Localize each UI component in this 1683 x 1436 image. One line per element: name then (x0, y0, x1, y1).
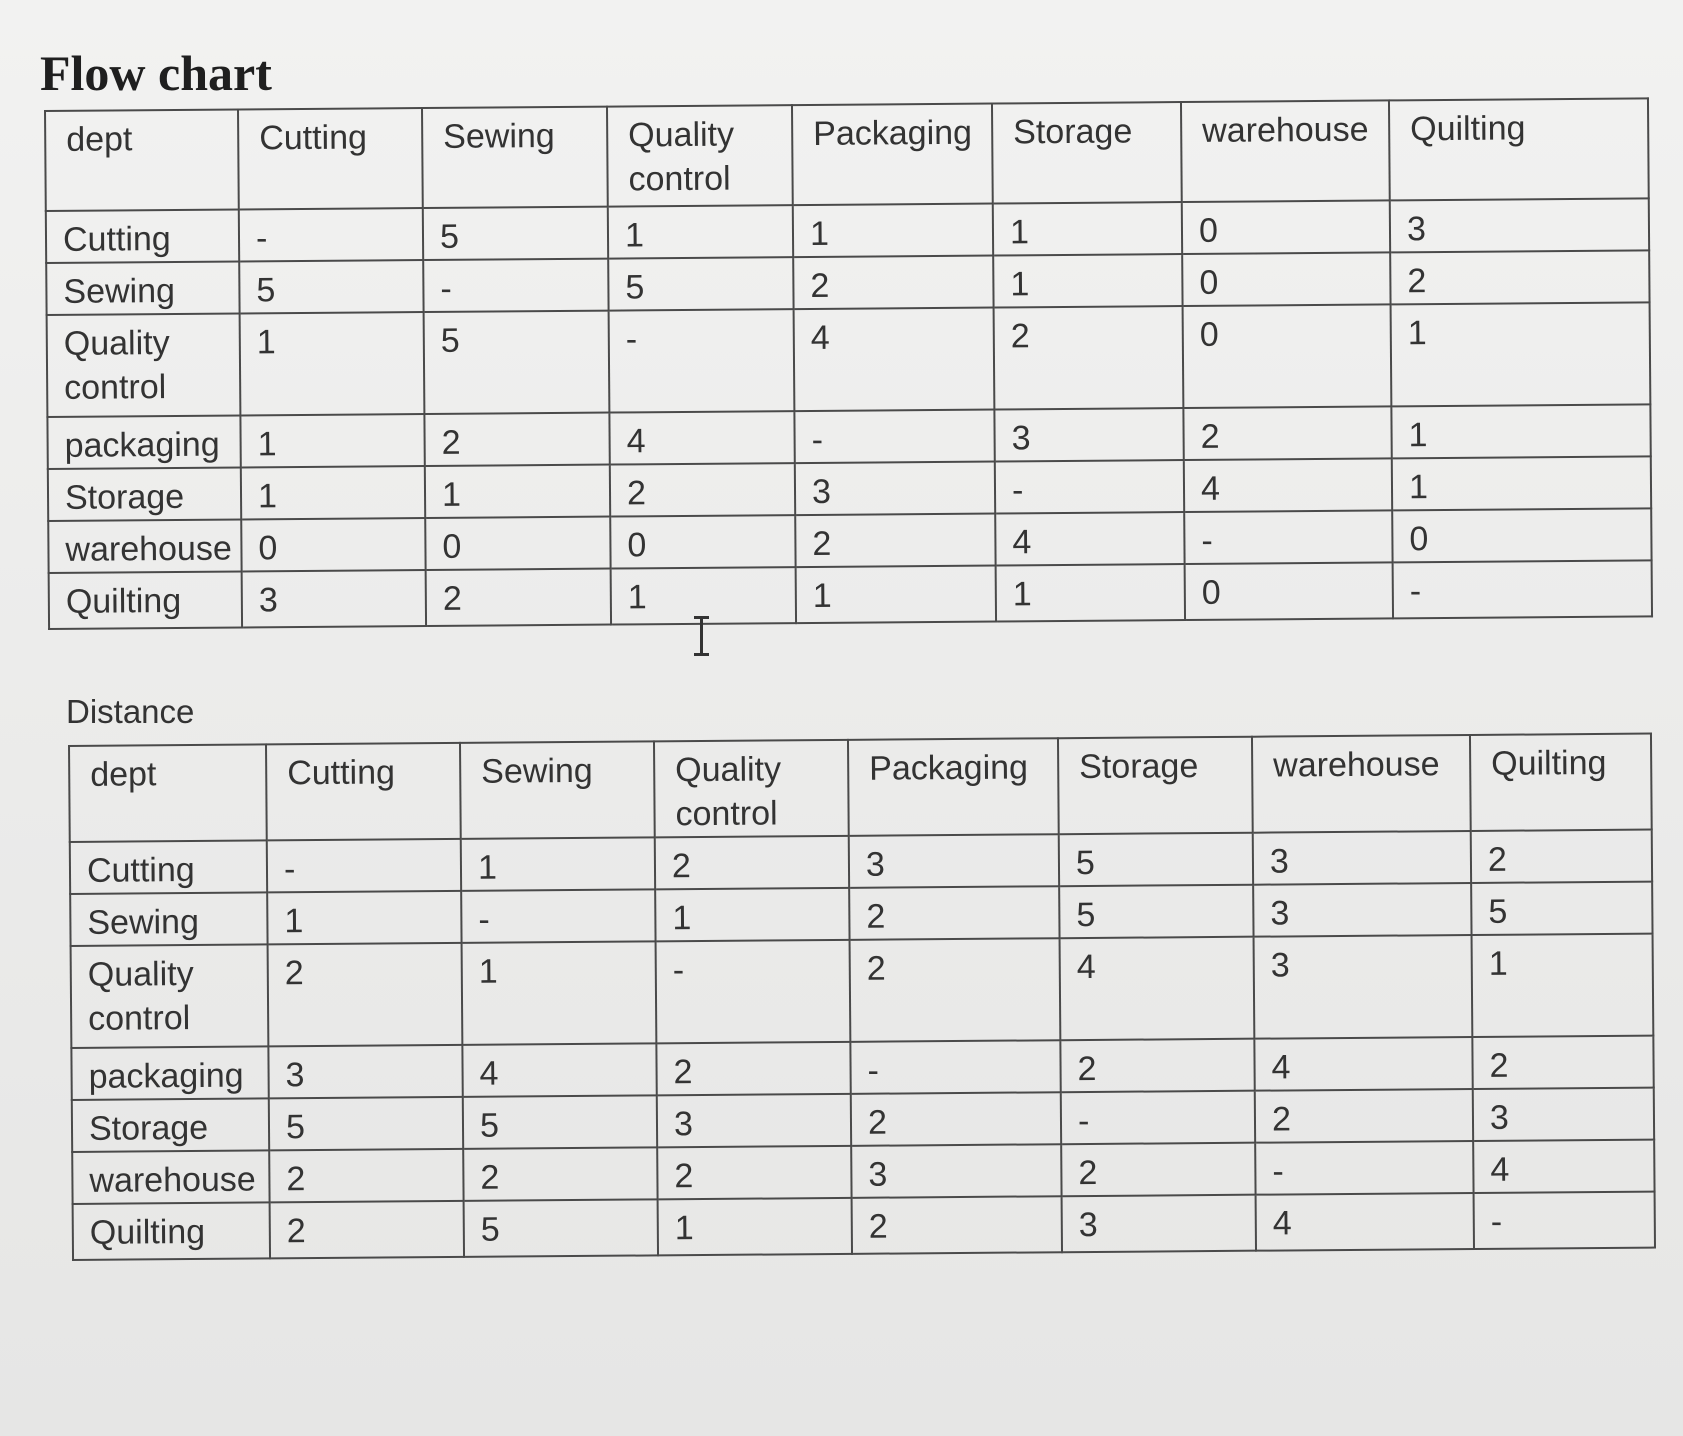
table-cell: 2 (1255, 1089, 1473, 1143)
table-cell: 2 (656, 1042, 850, 1096)
table-cell: 4 (609, 411, 794, 464)
flow-table (44, 97, 1653, 630)
flow-header-dept: dept (45, 109, 239, 211)
table-cell: 3 (795, 462, 995, 516)
distance-header-row (69, 734, 1652, 842)
table-cell: - (1255, 1141, 1473, 1195)
distance-header-dept: dept (69, 744, 267, 842)
table-cell: 3 (657, 1094, 851, 1148)
table-cell: 2 (426, 569, 611, 626)
table-cell: 4 (995, 512, 1184, 565)
table-cell: 3 (1062, 1195, 1256, 1253)
row-label: Storage (72, 1098, 269, 1152)
distance-header-packaging: Packaging (848, 738, 1059, 836)
table-cell: 2 (793, 256, 993, 310)
table-cell: - (267, 839, 461, 893)
row-label: Quilting (49, 571, 242, 629)
table-cell: 3 (851, 1144, 1061, 1198)
table-cell: 1 (655, 888, 849, 942)
row-label: Sewing (70, 892, 267, 946)
row-label: Storage (48, 467, 241, 521)
table-cell: 3 (994, 408, 1183, 461)
table-cell: - (239, 208, 423, 261)
table-cell: - (656, 940, 851, 1044)
distance-header-quality-control: Quality control (654, 740, 849, 838)
table-cell: 5 (608, 257, 793, 310)
table-cell: 2 (795, 514, 995, 568)
distance-header-quilting: Quilting (1470, 734, 1652, 831)
table-cell: 2 (268, 943, 463, 1047)
table-cell: 0 (1392, 508, 1651, 562)
table-cell: - (1393, 560, 1652, 618)
table-cell: 1 (1391, 404, 1650, 458)
table-row (49, 560, 1652, 629)
table-cell: 2 (851, 1092, 1061, 1146)
page-title: Flow chart (40, 45, 272, 101)
table-cell: 4 (462, 1043, 656, 1097)
table-cell: 2 (994, 306, 1184, 409)
row-label: Sewing (46, 261, 239, 315)
table-cell: 2 (852, 1196, 1062, 1254)
table-cell: - (461, 889, 655, 943)
table-row (71, 934, 1654, 1048)
row-label: Quality control (47, 313, 241, 417)
table-cell: 1 (608, 205, 793, 258)
table-cell: 2 (270, 1201, 464, 1259)
table-cell: 1 (240, 312, 425, 415)
table-cell: 3 (1253, 831, 1471, 885)
row-label: Cutting (70, 840, 267, 894)
table-cell: 1 (796, 566, 996, 624)
table-cell: 1 (267, 891, 461, 945)
table-cell: 4 (1184, 458, 1392, 512)
table-cell: 1 (240, 414, 424, 467)
table-cell: 1 (996, 564, 1185, 621)
table-row (47, 302, 1651, 417)
row-label: warehouse (48, 519, 241, 573)
flow-header-packaging: Packaging (792, 104, 993, 206)
table-cell: 0 (1182, 200, 1390, 254)
table-cell: 2 (849, 886, 1059, 940)
table-cell: - (423, 259, 608, 312)
row-label: packaging (71, 1046, 268, 1100)
flow-header-warehouse: warehouse (1181, 100, 1390, 202)
table-cell: - (1061, 1091, 1255, 1145)
flow-header-quality-control: Quality control (607, 105, 793, 206)
table-cell: 4 (1060, 937, 1255, 1041)
flow-header-cutting: Cutting (238, 108, 423, 209)
table-cell: 5 (463, 1095, 657, 1149)
table-cell: 4 (794, 308, 995, 412)
table-cell: 3 (268, 1045, 462, 1099)
table-cell: - (850, 1040, 1060, 1094)
table-cell: 1 (993, 202, 1182, 255)
table-cell: 0 (610, 515, 795, 568)
table-cell: - (1474, 1192, 1655, 1249)
table-cell: 5 (423, 207, 608, 260)
row-label: warehouse (72, 1150, 269, 1204)
flow-header-storage: Storage (992, 102, 1182, 203)
table-cell: 0 (1185, 562, 1393, 620)
table-cell: 1 (993, 254, 1182, 307)
table-cell: 5 (464, 1199, 658, 1257)
table-cell: 2 (1060, 1039, 1254, 1093)
table-cell: 1 (425, 465, 610, 518)
table-cell: 4 (1256, 1193, 1474, 1251)
table-cell: - (995, 460, 1184, 513)
table-cell: - (609, 309, 795, 412)
table-cell: 2 (1471, 830, 1652, 883)
table-cell: 2 (610, 463, 795, 516)
table-cell: 1 (241, 466, 425, 519)
table-cell: 2 (1183, 406, 1391, 460)
table-cell: 5 (1471, 882, 1652, 935)
table-cell: 1 (658, 1198, 852, 1256)
table-cell: 2 (1472, 1036, 1653, 1089)
table-cell: 2 (1061, 1143, 1255, 1197)
table-cell: 3 (1253, 883, 1471, 937)
table-cell: 1 (1472, 934, 1654, 1037)
row-label: packaging (47, 415, 240, 469)
table-cell: 1 (1391, 302, 1651, 406)
table-cell: 2 (850, 938, 1061, 1042)
flow-header-quilting: Quilting (1389, 98, 1649, 200)
distance-header-storage: Storage (1058, 737, 1253, 835)
table-cell: 1 (1392, 456, 1651, 510)
table-cell: 4 (1473, 1140, 1654, 1193)
text-cursor-icon (691, 616, 713, 656)
table-cell: 2 (1390, 250, 1649, 304)
table-cell: 3 (1254, 935, 1473, 1039)
table-cell: 3 (1390, 198, 1649, 252)
table-cell: 0 (425, 517, 610, 570)
table-cell: 0 (241, 518, 425, 571)
table-cell: 3 (1473, 1088, 1654, 1141)
distance-header-warehouse: warehouse (1252, 735, 1471, 833)
row-label: Cutting (46, 209, 239, 263)
row-label: Quality control (71, 944, 269, 1048)
table-cell: 5 (1059, 885, 1253, 939)
table-cell: 0 (1182, 252, 1390, 306)
table-cell: 2 (424, 413, 609, 466)
table-cell: 1 (462, 941, 657, 1045)
table-cell: 1 (461, 837, 655, 891)
distance-header-cutting: Cutting (266, 743, 461, 841)
table-cell: 2 (657, 1146, 851, 1200)
table-cell: 5 (269, 1097, 463, 1151)
table-cell: - (794, 410, 994, 464)
table-cell: - (1184, 510, 1392, 564)
distance-header-sewing: Sewing (460, 741, 655, 839)
table-cell: 3 (849, 834, 1059, 888)
table-cell: 2 (655, 836, 849, 890)
distance-label: Distance (66, 693, 195, 730)
table-cell: 5 (424, 311, 610, 414)
table-cell: 1 (611, 567, 796, 624)
table-cell: 5 (239, 260, 423, 313)
flow-header-row (45, 98, 1649, 211)
table-cell: 1 (793, 204, 993, 258)
table-cell: 0 (1183, 304, 1392, 408)
table-row (73, 1192, 1655, 1260)
table-cell: 2 (269, 1149, 463, 1203)
table-cell: 5 (1059, 833, 1253, 887)
row-label: Quilting (73, 1202, 270, 1260)
table-cell: 4 (1254, 1037, 1472, 1091)
flow-header-sewing: Sewing (422, 107, 608, 208)
distance-table (68, 733, 1656, 1261)
table-cell: 3 (242, 570, 426, 627)
table-cell: 2 (463, 1147, 657, 1201)
